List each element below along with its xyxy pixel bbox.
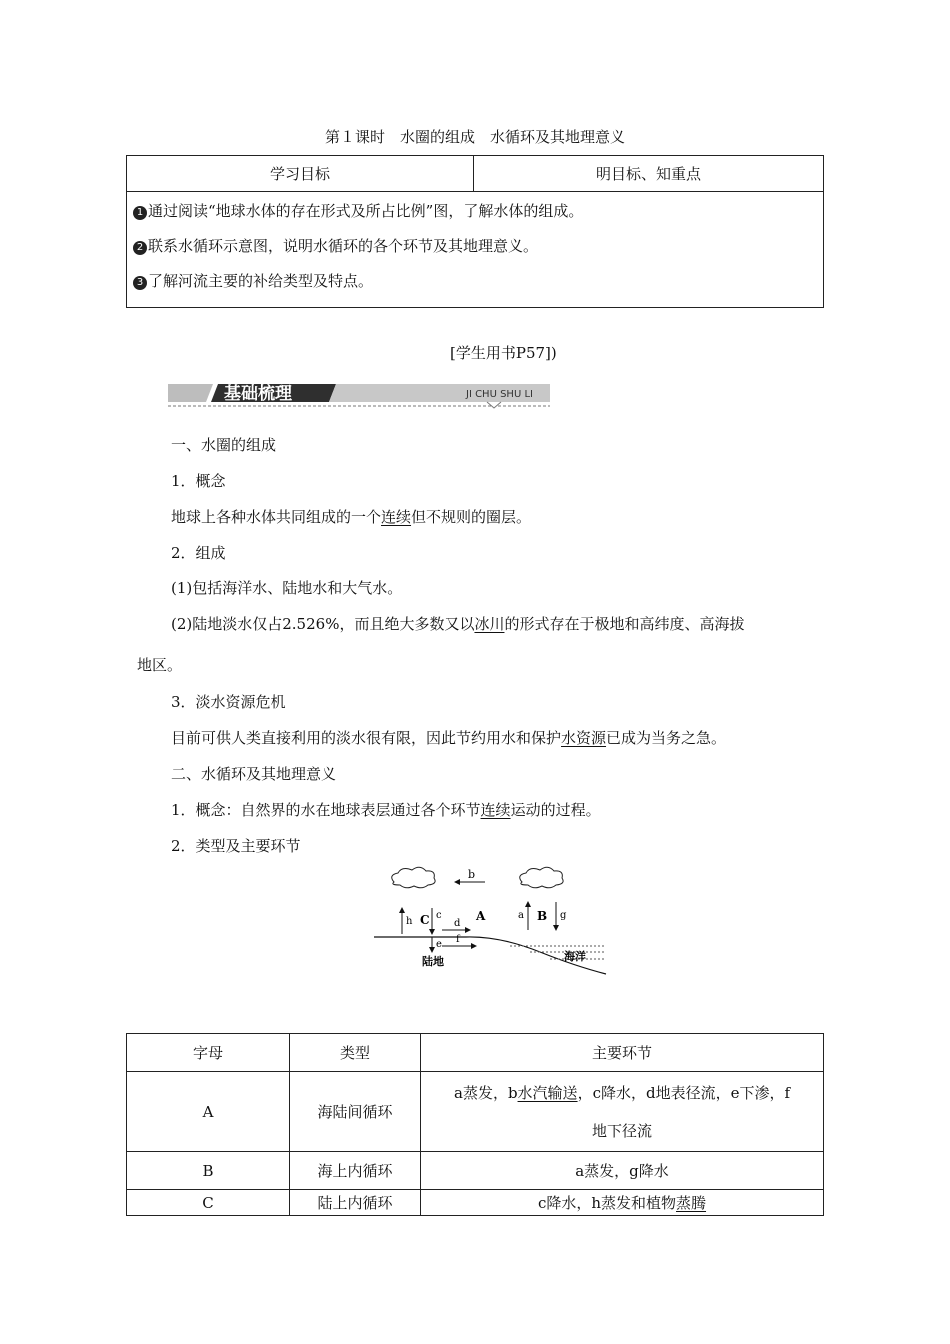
water-cycle-types-table [126, 1033, 824, 1216]
svg-text:f: f [456, 934, 460, 945]
svg-text:海洋: 海洋 [564, 950, 586, 963]
banner-subtitle: JI CHU SHU LI [466, 389, 533, 400]
objectives-table [126, 155, 824, 308]
section-banner [168, 381, 550, 411]
subheading-types: 2．类型及主要环节 [171, 837, 301, 855]
svg-text:A: A [476, 909, 486, 923]
table-row: C 陆上内循环 c降水，h蒸发和植物蒸腾 [127, 1190, 824, 1216]
svg-text:B: B [537, 909, 548, 923]
objective-item: 3 了解河流主要的补给类型及特点。 [133, 266, 817, 301]
svg-text:b: b [468, 868, 476, 881]
objective-item: 1 通过阅读“地球水体的存在形式及所占比例”图，了解水体的组成。 [133, 196, 817, 231]
table-header: 主要环节 [421, 1034, 824, 1072]
section-heading-water-cycle: 二、水循环及其地理意义 [171, 765, 337, 783]
subheading-concept: 1．概念 [171, 472, 226, 490]
table-row: B 海上内循环 a蒸发，g降水 [127, 1152, 824, 1190]
objective-item: 2 联系水循环示意图，说明水循环的各个环节及其地理意义。 [133, 231, 817, 266]
page-title: 第１课时 水圈的组成 水循环及其地理意义 [324, 128, 625, 146]
objectives-header-goals: 学习目标 [127, 156, 474, 192]
paragraph: (1)包括海洋水、陆地水和大气水。 [171, 579, 403, 597]
svg-text:陆地: 陆地 [422, 955, 444, 968]
key-term: 蒸腾 [676, 1194, 707, 1212]
svg-text:e: e [436, 939, 442, 950]
svg-text:a: a [518, 910, 524, 921]
objective-number-badge: 2 [133, 241, 147, 255]
svg-text:h: h [406, 916, 413, 927]
paragraph: 地球上各种水体共同组成的一个连续但不规则的圈层。 [171, 508, 532, 526]
paragraph: (2)陆地淡水仅占2.526%，而且绝大多数又以冰川的形式存在于极地和高纬度、高海拔 [171, 615, 745, 633]
key-term: 水汽输送 [517, 1083, 578, 1102]
paragraph: 目前可供人类直接利用的淡水很有限，因此节约用水和保护水资源已成为当务之急。 [171, 729, 727, 747]
objectives-list [127, 192, 824, 308]
banner-title: 基础梳理 [224, 384, 292, 404]
svg-text:C: C [420, 913, 430, 927]
table-header: 类型 [290, 1034, 421, 1072]
textbook-page-reference: [学生用书P57]) [450, 344, 557, 362]
water-cycle-diagram [370, 862, 610, 980]
key-term: 冰川 [474, 615, 505, 633]
svg-text:c: c [436, 910, 442, 921]
paragraph: 1．概念：自然界的水在地球表层通过各个环节连续运动的过程。 [171, 801, 601, 819]
subheading-crisis: 3．淡水资源危机 [171, 693, 286, 711]
objective-number-badge: 3 [133, 276, 147, 290]
cloud-icon [392, 867, 435, 888]
svg-text:g: g [560, 910, 567, 921]
table-header: 字母 [127, 1034, 290, 1072]
svg-text:d: d [454, 918, 461, 929]
objectives-header-focus: 明目标、知重点 [474, 156, 824, 192]
table-row: A 海陆间循环 a蒸发，b水汽输送，c降水，d地表径流，e下渗，f 地下径流 [127, 1072, 824, 1152]
key-term: 连续 [480, 801, 511, 819]
cloud-icon [520, 867, 563, 888]
key-term: 连续 [381, 508, 412, 526]
objective-number-badge: 1 [133, 206, 147, 220]
key-term: 水资源 [561, 729, 607, 747]
subheading-composition: 2．组成 [171, 544, 226, 562]
paragraph-continuation: 地区。 [137, 656, 183, 674]
section-heading-hydrosphere: 一、水圈的组成 [171, 436, 277, 454]
